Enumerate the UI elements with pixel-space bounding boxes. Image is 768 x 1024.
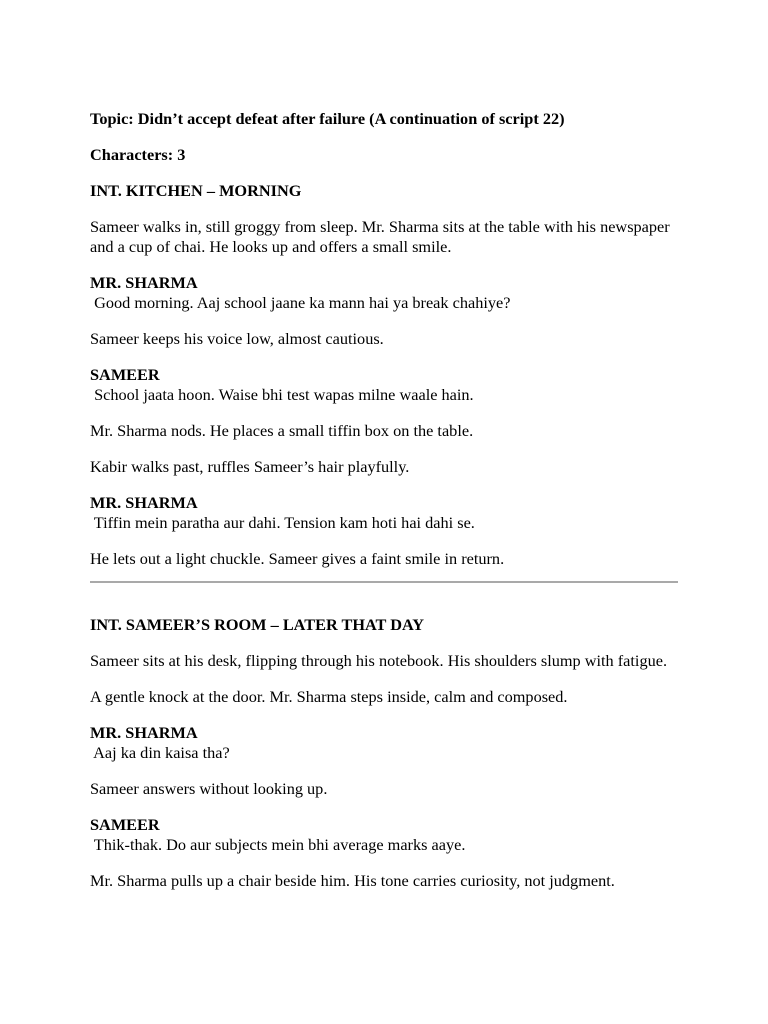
action-paragraph: Sameer sits at his desk, flipping through his notebook. His shoulders slump with fatigue.: [90, 651, 668, 670]
dialogue-line: Thik-thak. Do aur subjects mein bhi average marks aaye.: [90, 835, 466, 854]
scene-heading-room: INT. SAMEER’S ROOM – LATER THAT DAY: [90, 615, 424, 634]
dialogue-line: School jaata hoon. Waise bhi test wapas milne waale hain.: [90, 385, 474, 404]
action-paragraph: Kabir walks past, ruffles Sameer’s hair playfully.: [90, 457, 410, 476]
topic-heading: Topic: Didn’t accept defeat after failure (A continuation of script 22): [90, 109, 565, 128]
dialogue-block: [90, 493, 680, 533]
dialogue-line: Aaj ka din kaisa tha?: [90, 743, 230, 762]
dialogue-block: [90, 273, 680, 313]
action-paragraph: Sameer walks in, still groggy from sleep. Mr. Sharma sits at the table with his newspaper and a cup of chai. He looks up and offers a small smile.: [90, 217, 670, 256]
speaker-name: SAMEER: [90, 815, 160, 834]
dialogue-block: [90, 723, 680, 763]
dialogue-line: Tiffin mein paratha aur dahi. Tension kam hoti hai dahi se.: [90, 513, 475, 532]
speaker-name: MR. SHARMA: [90, 723, 198, 742]
horizontal-divider: [90, 581, 678, 583]
characters-count: Characters: 3: [90, 145, 186, 164]
dialogue-line: Good morning. Aaj school jaane ka mann hai ya break chahiye?: [90, 293, 511, 312]
speaker-name: SAMEER: [90, 365, 160, 384]
action-paragraph: Mr. Sharma nods. He places a small tiffin box on the table.: [90, 421, 474, 440]
dialogue-block: [90, 815, 680, 855]
action-paragraph: Sameer keeps his voice low, almost cautious.: [90, 329, 384, 348]
action-paragraph: A gentle knock at the door. Mr. Sharma steps inside, calm and composed.: [90, 687, 568, 706]
script-page: [90, 109, 680, 907]
action-paragraph: Sameer answers without looking up.: [90, 779, 328, 798]
action-paragraph: He lets out a light chuckle. Sameer gives a faint smile in return.: [90, 549, 505, 568]
scene-heading-kitchen: INT. KITCHEN – MORNING: [90, 181, 302, 200]
action-paragraph: Mr. Sharma pulls up a chair beside him. His tone carries curiosity, not judgment.: [90, 871, 615, 890]
speaker-name: MR. SHARMA: [90, 273, 198, 292]
speaker-name: MR. SHARMA: [90, 493, 198, 512]
dialogue-block: [90, 365, 680, 405]
